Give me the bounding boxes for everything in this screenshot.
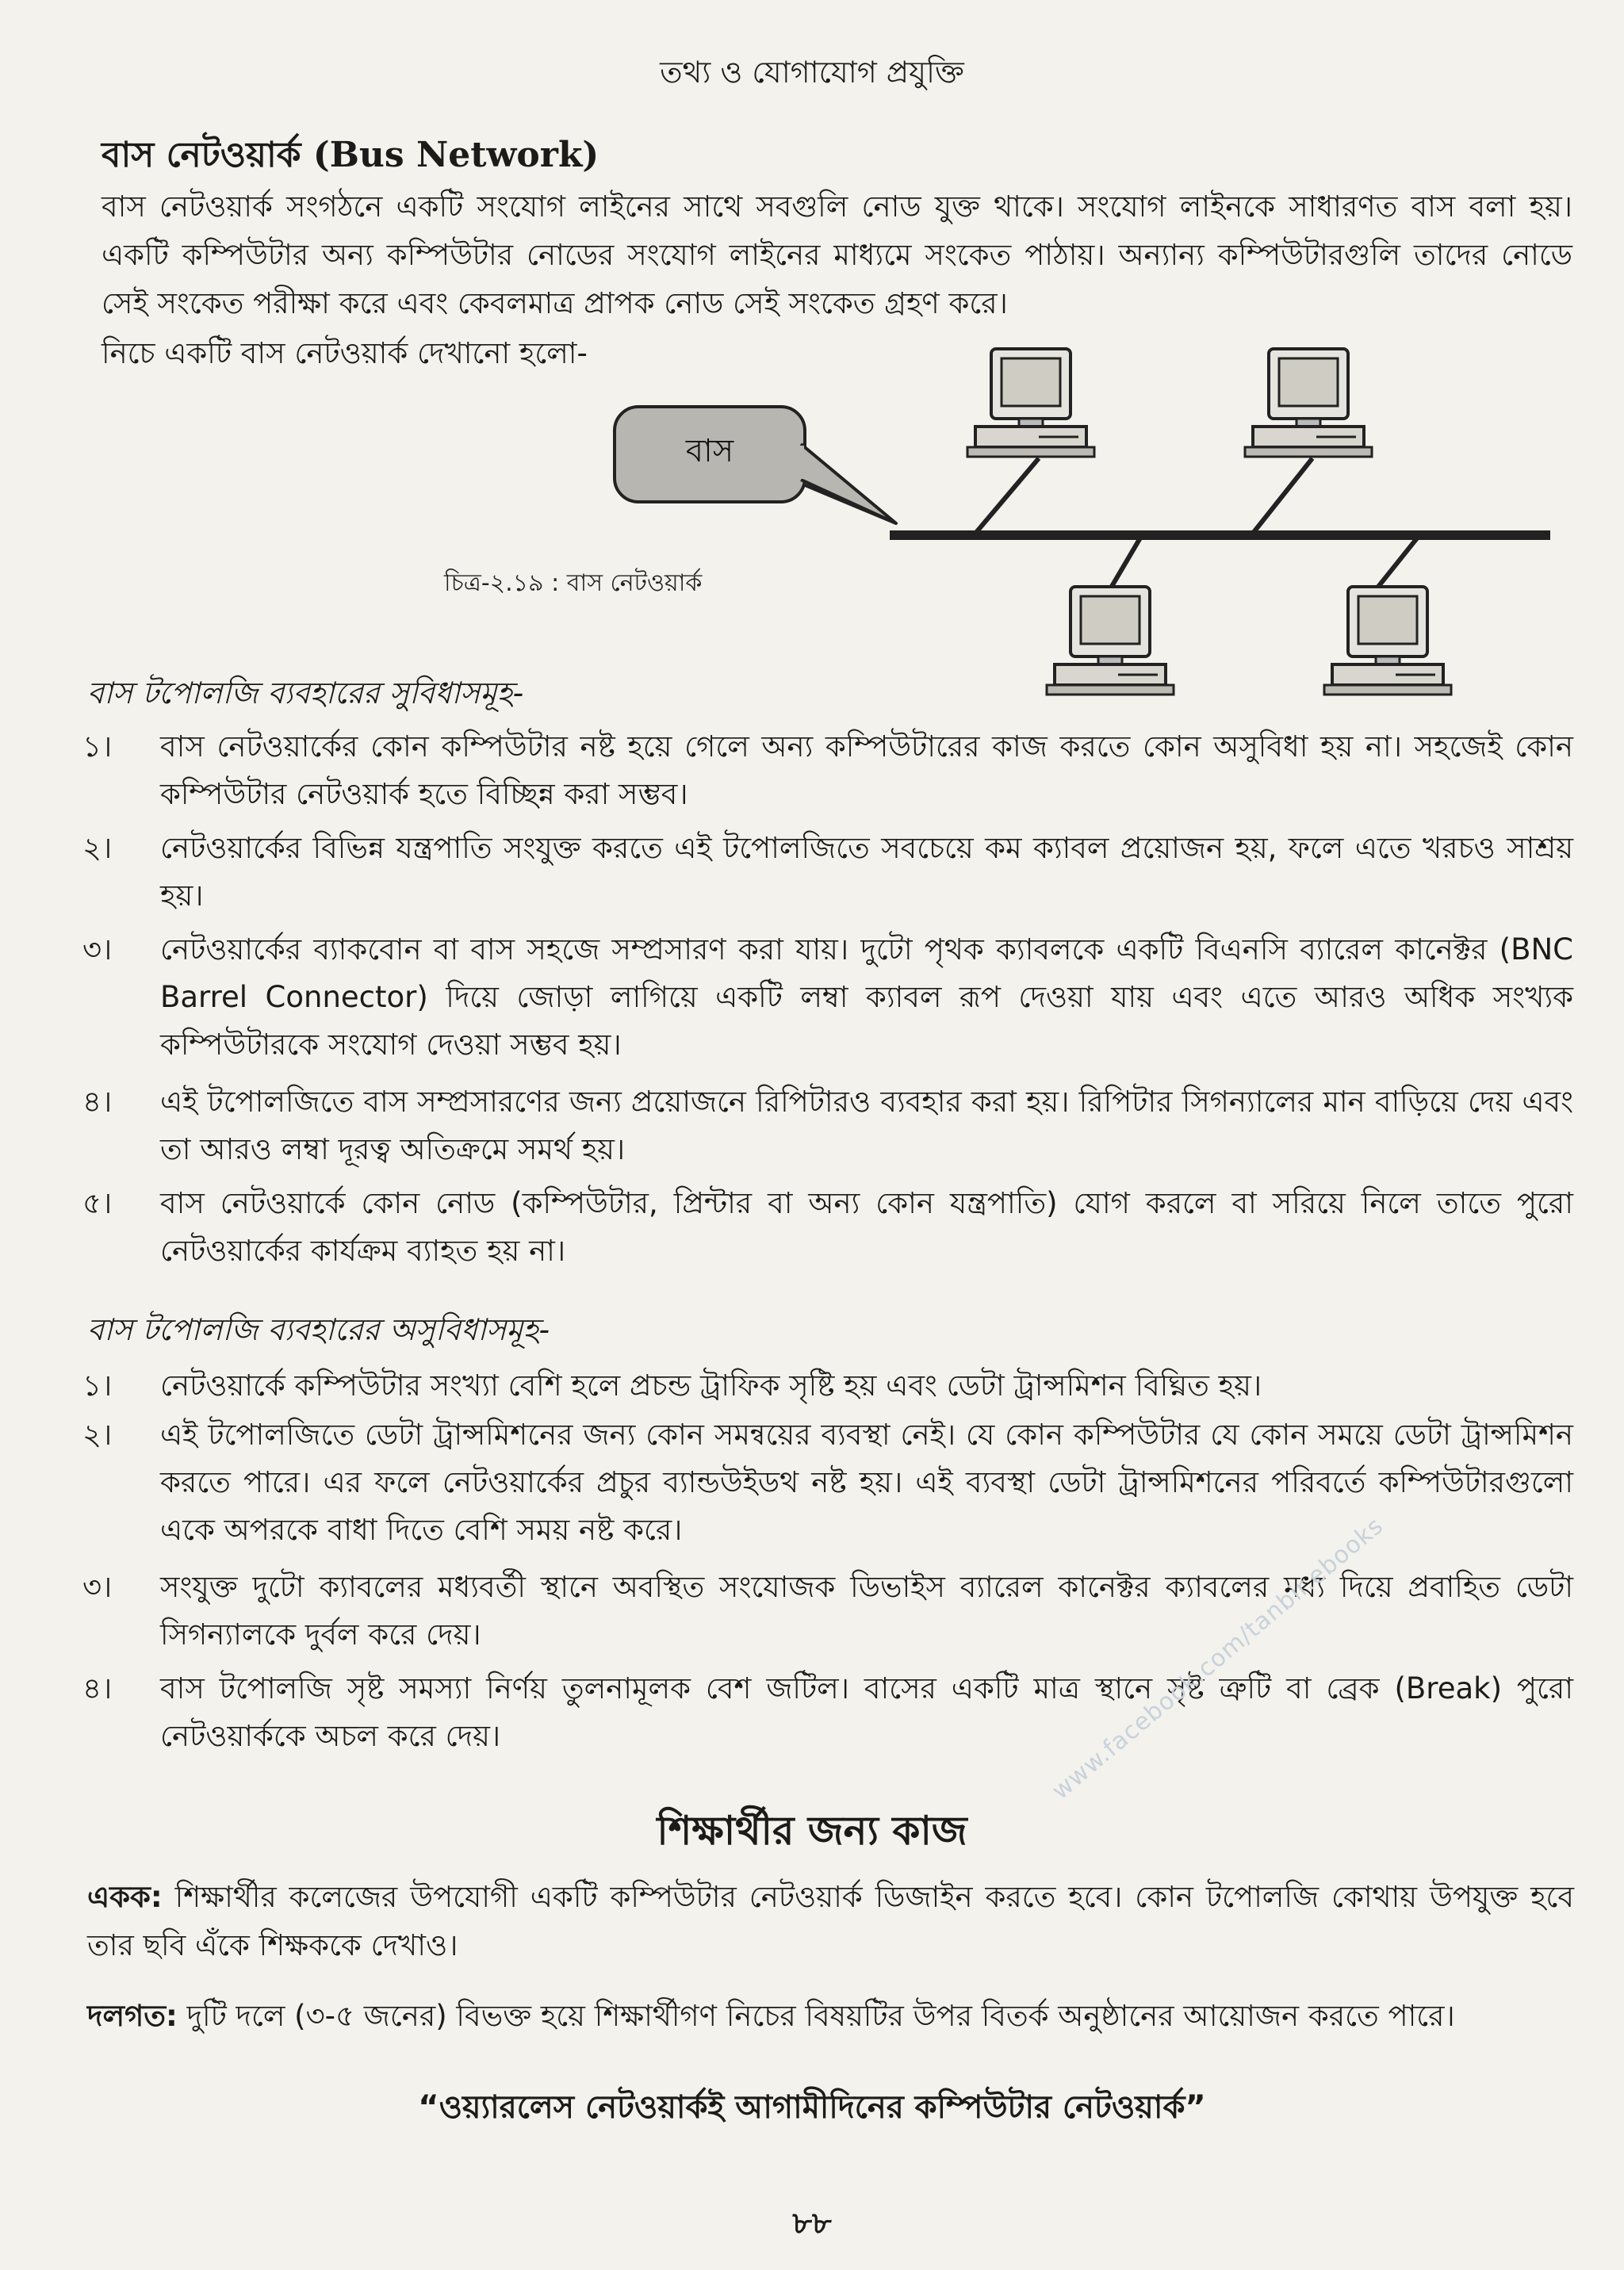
computer-node-1 [967, 349, 1094, 457]
advantage-item [82, 926, 1573, 1069]
section-title-bn: বাস নেটওয়ার্ক [102, 135, 301, 175]
item-number: ১। [82, 729, 113, 764]
single-label: একক: [87, 1880, 163, 1914]
intro-paragraph: বাস নেটওয়ার্ক সংগঠনে একটি সংযোগ লাইনের সাথে সবগুলি নোড যুক্ত থাকে। সংযোগ লাইনকে সাধারণত বাস বলা হয়। একটি কম্পিউটার অন্য কম্পিউটার নোডের সংযোগ লাইনের মাধ্যমে সংকেত পাঠায়। অন্যান্য কম্পিউটারগুলি তাদের নোডে সেই সংকেত পরীক্ষা করে এবং কেবলমাত্র প্রাপক নোড সেই সংকেত গ্রহণ করে। [102, 189, 1572, 320]
computer-node-2 [1245, 349, 1372, 457]
callout-label: বাস [685, 433, 734, 469]
activity-heading: শিক্ষার্থীর জন্য কাজ [657, 1808, 967, 1854]
item-text: নেটওয়ার্কের ব্যাকবোন বা বাস সহজে সম্প্রসারণ করা যায়। দুটো পৃথক ক্যাবলকে একটি বিএনসি ব্যারেল কানেক্টর (BNC Barrel Connector) দিয়ে জোড়া লাগিয়ে একটি লম্বা ক্যাবল রূপ দেওয়া যায় এবং এতে আরও অধিক সংখ্যক কম্পিউটারকে সংযোগ দেওয়া সম্ভব হয়। [160, 932, 1573, 1062]
bus-callout [615, 407, 896, 523]
disadvantage-item [82, 1362, 1573, 1410]
intro-last-line: নিচে একটি বাস নেটওয়ার্ক দেখানো হলো- [102, 336, 588, 370]
watermark: www.facebook.com/tanbir.ebooks [1047, 1511, 1389, 1805]
section-title-en: (Bus Network) [312, 135, 599, 175]
debate-quote: “ওয়্যারলেস নেটওয়ার্কই আগামীদিনের কম্পিউটার নেটওয়ার্ক” [418, 2089, 1206, 2126]
advantage-item [82, 723, 1573, 818]
advantage-item [82, 825, 1573, 920]
item-number: ৫। [82, 1186, 113, 1220]
item-text: নেটওয়ার্কে কম্পিউটার সংখ্যা বেশি হলে প্রচন্ড ট্রাফিক সৃষ্টি হয় এবং ডেটা ট্রান্সমিশন বিঘ্নিত হয়। [160, 1369, 1262, 1403]
page-number: ৮৮ [792, 2206, 832, 2241]
item-number: ২। [82, 831, 113, 865]
advantages-heading: বাস টপোলজি ব্যবহারের সুবিধাসমূহ- [87, 676, 524, 710]
item-number: ৩। [82, 932, 113, 967]
item-number: ২। [82, 1418, 113, 1452]
item-text: বাস টপোলজি সৃষ্ট সমস্যা নির্ণয় তুলনামূলক বেশ জটিল। বাসের একটি মাত্র স্থানে সৃষ্ট ত্রুটি বা ব্রেক (Break) পুরো নেটওয়ার্ককে অচল করে দেয়। [160, 1671, 1573, 1753]
item-text: এই টপোলজিতে বাস সম্প্রসারণের জন্য প্রয়োজনে রিপিটারও ব্যবহার করা হয়। রিপিটার সিগন্যালের মান বাড়িয়ে দেয় এবং তা আরও লম্বা দূরত্ব অতিক্রমে সমর্থ হয়। [160, 1085, 1573, 1166]
disadvantage-item [82, 1564, 1573, 1659]
figure-caption: চিত্র-২.১৯ : বাস নেটওয়ার্ক [444, 569, 703, 597]
activity-single [87, 1873, 1574, 1970]
item-number: ১। [82, 1369, 113, 1403]
item-number: ৪। [82, 1671, 113, 1705]
advantage-item [82, 1180, 1573, 1275]
activity-group [87, 1992, 1574, 2040]
computer-node-4 [1324, 587, 1451, 695]
running-header: তথ্য ও যোগাযোগ প্রযুক্তি [660, 55, 964, 90]
computer-node-3 [1047, 587, 1174, 695]
item-number: ৩। [82, 1570, 113, 1604]
disadvantages-heading: বাস টপোলজি ব্যবহারের অসুবিধাসমূহ- [87, 1312, 550, 1347]
disadvantage-item [82, 1665, 1573, 1760]
item-text: বাস নেটওয়ার্কের কোন কম্পিউটার নষ্ট হয়ে গেলে অন্য কম্পিউটারের কাজ করতে কোন অসুবিধা হয় না। সহজেই কোন কম্পিউটার নেটওয়ার্ক হতে বিচ্ছিন্ন করা সম্ভব। [160, 729, 1573, 811]
single-text: শিক্ষার্থীর কলেজের উপযোগী একটি কম্পিউটার নেটওয়ার্ক ডিজাইন করতে হবে। কোন টপোলজি কোথায় উপযুক্ত হবে তার ছবি এঁকে শিক্ষককে দেখাও। [87, 1880, 1574, 1962]
advantage-item [82, 1078, 1573, 1173]
item-text: সংযুক্ত দুটো ক্যাবলের মধ্যবর্তী স্থানে অবস্থিত সংযোজক ডিভাইস ব্যারেল কানেক্টর ক্যাবলের মধ্য দিয়ে প্রবাহিত ডেটা সিগন্যালকে দুর্বল করে দেয়। [160, 1570, 1573, 1652]
group-label: দলগত: [87, 1999, 178, 2033]
item-text: নেটওয়ার্কের বিভিন্ন যন্ত্রপাতি সংযুক্ত করতে এই টপোলজিতে সবচেয়ে কম ক্যাবল প্রয়োজন হয়, ফলে এতে খরচও সাশ্রয় হয়। [160, 831, 1573, 913]
bus-network-figure [0, 0, 1624, 714]
item-number: ৪। [82, 1085, 113, 1119]
item-text: বাস নেটওয়ার্কে কোন নোড (কম্পিউটার, প্রিন্টার বা অন্য কোন যন্ত্রপাতি) যোগ করলে বা সরিয়ে নিলে তাতে পুরো নেটওয়ার্কের কার্যক্রম ব্যাহত হয় না। [160, 1186, 1573, 1268]
item-text: এই টপোলজিতে ডেটা ট্রান্সমিশনের জন্য কোন সমন্বয়ের ব্যবস্থা নেই। যে কোন কম্পিউটার যে কোন সময়ে ডেটা ট্রান্সমিশন করতে পারে। এর ফলে নেটওয়ার্কের প্রচুর ব্যান্ডউইডথ নষ্ট হয়। এই ব্যবস্থা ডেটা ট্রান্সমিশনের পরিবর্তে কম্পিউটারগুলো একে অপরকে বাধা দিতে বেশি সময় নষ্ট করে। [160, 1418, 1573, 1547]
group-text: দুটি দলে (৩-৫ জনের) বিভক্ত হয়ে শিক্ষার্থীগণ নিচের বিষয়টির উপর বিতর্ক অনুষ্ঠানের আয়োজন করতে পারে। [186, 1999, 1455, 2033]
